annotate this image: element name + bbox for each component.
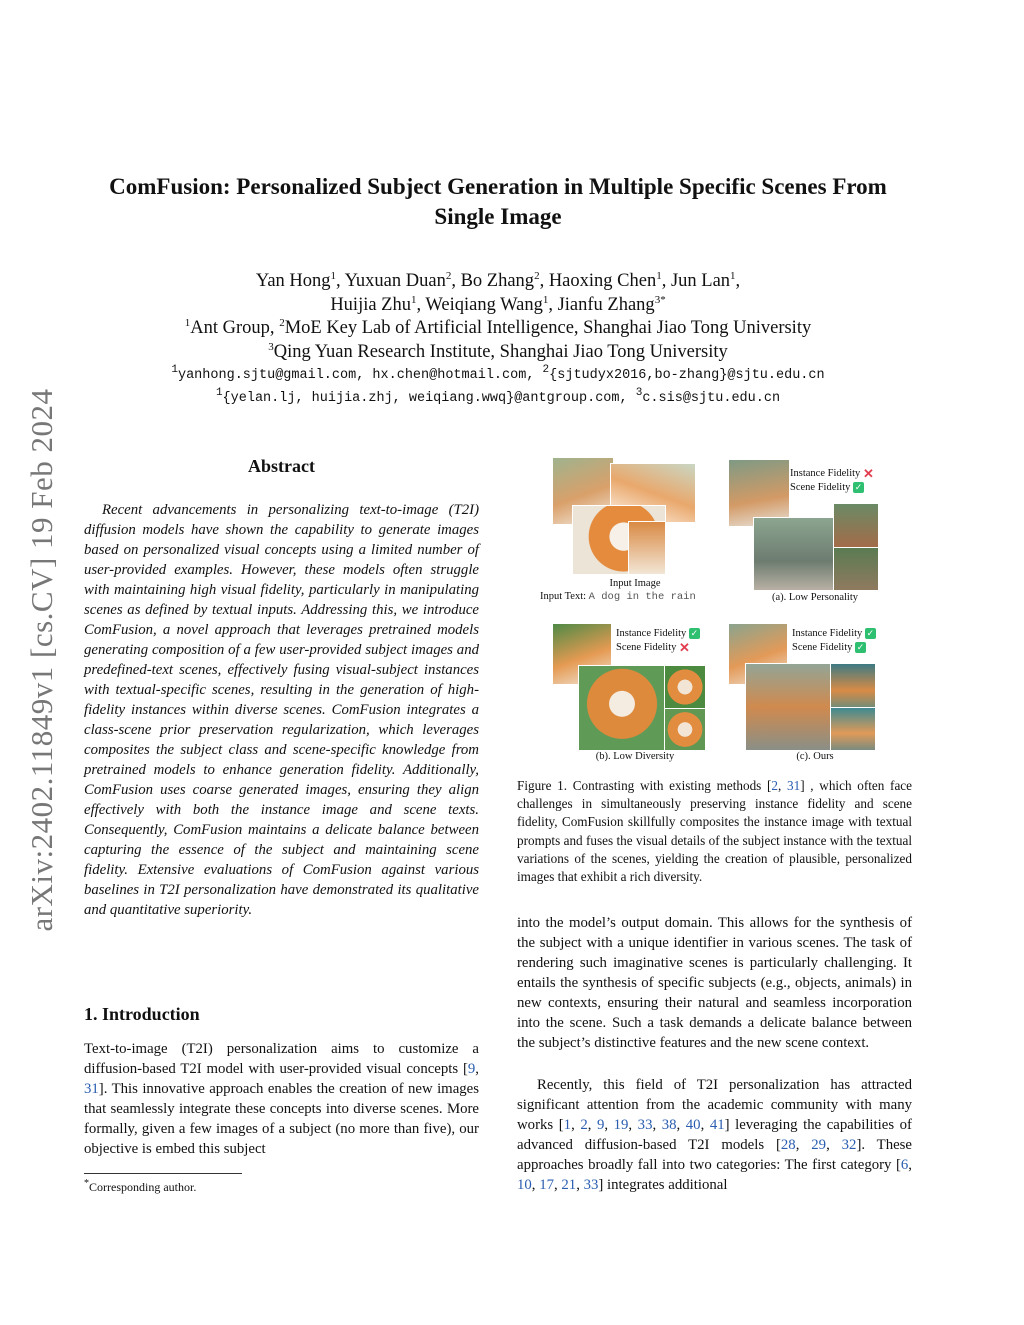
check-icon: ✓ (866, 628, 875, 639)
author-name: Jianfu Zhang (557, 294, 655, 315)
arxiv-side-stamp: arXiv:2402.11849v1 [cs.CV] 19 Feb 2024 (24, 388, 59, 932)
citation-link[interactable]: 2 (580, 1117, 588, 1133)
email-line-2: $^1${yelan.lj, huijia.zhj, weiqiang.wwq}@antgroup.com, $^3$c.sis@sjtu.edu.cn (215, 387, 781, 406)
figure-caption: Figure 1. Contrasting with existing methods [2, 31] , which often face challenges in simultaneously preserving instance fidelity and scene fidelity, ComFusion skillfully composites the instance image with textual prompts and fuses the visual details of the subject instance with the textual variations of the scenes, yielding the creation of plausible, personalized images that exhibit a rich diversity. (517, 778, 913, 885)
author-name: Jun Lan (670, 271, 731, 291)
citation-link[interactable]: 9 (596, 1117, 605, 1133)
citation-link[interactable]: 28 (780, 1137, 796, 1153)
panel-c-output (745, 663, 833, 751)
citation-link[interactable]: 9 (467, 1061, 476, 1077)
input-text-label: Input Text: A dog in the rain (540, 591, 696, 603)
citation-link[interactable]: 31 (787, 778, 801, 793)
citation-link[interactable]: 33 (637, 1117, 653, 1133)
citation-link[interactable]: 29 (811, 1137, 827, 1153)
author-name: Huijia Zhu (330, 294, 411, 315)
author-name: Yuxuan Duan (344, 271, 446, 291)
check-icon: ✓ (854, 482, 863, 493)
citation-link[interactable]: 21 (561, 1177, 577, 1193)
figure-1 (540, 455, 900, 767)
input-photo (628, 521, 666, 575)
panel-c-fidelity: Instance Fidelity ✓ Scene Fidelity ✓ (792, 628, 875, 653)
body-paragraph: Recently, this field of T2I personalization has attracted significant attention from the academic community with many works [1, 2, 9, 19, 33, 38, 40, 41] leveraging the capabilities of advanced diffusion-based T2I models [28, 29, 32]. These approaches broadly fall into two categories: The first category [6, 10, 17, 21, 33] integrates additional (517, 1077, 912, 1193)
panel-b-output (578, 665, 666, 751)
panel-a-label: (a). Low Personality (771, 592, 859, 603)
citation-link[interactable]: 31 (84, 1081, 99, 1097)
footnote-divider (84, 1173, 242, 1174)
paper-title: ComFusion: Personalized Subject Generation in Multiple Specific Scenes From Single Image (109, 174, 887, 229)
abstract-heading: Abstract (248, 456, 315, 476)
panel-a-fidelity: Instance Fidelity ✕ Scene Fidelity ✓ (790, 466, 874, 493)
citation-link[interactable]: 17 (539, 1177, 554, 1193)
section-heading-introduction: 1. Introduction (84, 1004, 200, 1024)
author-line-2: Huijia Zhu$^1$, Weiqiang Wang$^1$, Jianfu Zhang$^{3*}$ (330, 293, 666, 315)
citation-link[interactable]: 41 (709, 1117, 725, 1133)
citation-link[interactable]: 38 (661, 1117, 677, 1133)
author-name: Weiqiang Wang (425, 294, 543, 315)
cross-icon: ✕ (862, 466, 874, 482)
intro-paragraph: Text-to-image (T2I) personalization aims to customize a diffusion-based T2I model with user-provided visual concepts [9, 31]. This innovative approach enables the creation of new images that seamlessly integrate these concepts into diverse scenes. More formally, given a few images of a subject (no more than five), our objective is embed this subject (84, 1041, 479, 1157)
citation-link[interactable]: 6 (900, 1157, 909, 1173)
panel-b-fidelity: Instance Fidelity ✓ Scene Fidelity ✕ (616, 628, 699, 656)
author-block (60, 270, 936, 410)
panel-c-output (830, 663, 876, 709)
author-name: Bo Zhang (460, 271, 535, 291)
panel-a-output (833, 503, 879, 549)
footnote: *Corresponding author. (84, 1178, 197, 1194)
citation-link[interactable]: 1 (563, 1117, 572, 1133)
author-name: Yan Hong (255, 271, 331, 291)
panel-b-output (664, 665, 706, 709)
citation-link[interactable]: 33 (583, 1177, 599, 1193)
citation-link[interactable]: 32 (841, 1137, 857, 1153)
cross-icon: ✕ (679, 640, 690, 656)
author-name: Haoxing Chen (548, 271, 657, 291)
abstract-body: Recent advancements in personalizing text-to-image (T2I) diffusion models have shown the capability to generate images based on personalized visual concepts using a limited number of user-provided examples. However, these models often struggle with maintaining high visual fidelity, particularly in manipulating scenes as defined by textual inputs. Addressing this, we introduce ComFusion, a novel approach that leverages pretrained models generating composition of a few user-provided subject images and predefined-text scenes, effectively fusing visual-subject instances with textual-specific scenes, resulting in the generation of high-fidelity instances within diverse scenes. ComFusion integrates a class-scene prior preservation regularization, which leverages composites the subject class and scene-specific knowledge from pretrained models to enhance generation fidelity. Additionally, ComFusion uses coarse generated images, ensuring they align effectively with both the instance image and scene texts. Consequently, ComFusion maintains a delicate balance between capturing the essence of the subject and maintaining scene fidelity. Extensive evaluations of ComFusion against various baselines in T2I personalization have demonstrated its qualitative and quantitative superiority. (84, 502, 479, 918)
citation-link[interactable]: 10 (517, 1177, 532, 1193)
affiliation-line-1: $^1$Ant Group, $^2$MoE Key Lab of Artificial Intelligence, Shanghai Jiao Tong University (184, 317, 812, 338)
panel-c-label: (c). Ours (796, 751, 834, 762)
citation-link[interactable]: 19 (613, 1117, 629, 1133)
author-line-1: Yan Hong$^1$, Yuxuan Duan$^2$, Bo Zhang$^2$, Haoxing Chen$^1$, Jun Lan$^1$, (255, 270, 741, 291)
affiliation-line-2: $^3$Qing Yuan Research Institute, Shanghai Jiao Tong University (268, 340, 728, 362)
body-paragraph: into the model’s output domain. This allows for the synthesis of the subject with a unique identifier in various scenes. The task of rendering such imaginative scenes is particularly challenging. It entails the synthesis of specific subjects (e.g., objects, animals) in new contexts, ensuring their natural and seamless incorporation into the scene. Such a task demands a delicate balance between the subject’s distinctive features and the new scene context. (517, 915, 912, 1051)
panel-a-output (753, 517, 837, 591)
citation-link[interactable]: 2 (771, 778, 778, 793)
check-icon: ✓ (856, 642, 865, 653)
citation-link[interactable]: 40 (685, 1117, 701, 1133)
panel-a-output (833, 547, 879, 591)
check-icon: ✓ (690, 628, 699, 639)
panel-b-label: (b). Low Diversity (595, 751, 675, 762)
panel-c-output (830, 707, 876, 751)
panel-b-output (664, 708, 706, 751)
email-line-1: $^1$yanhong.sjtu@gmail.com, hx.chen@hotmail.com, $^2${sjtudyx2016,bo-zhang}@sjtu.edu.cn (171, 364, 825, 383)
input-image-label: Input Image (609, 578, 661, 589)
